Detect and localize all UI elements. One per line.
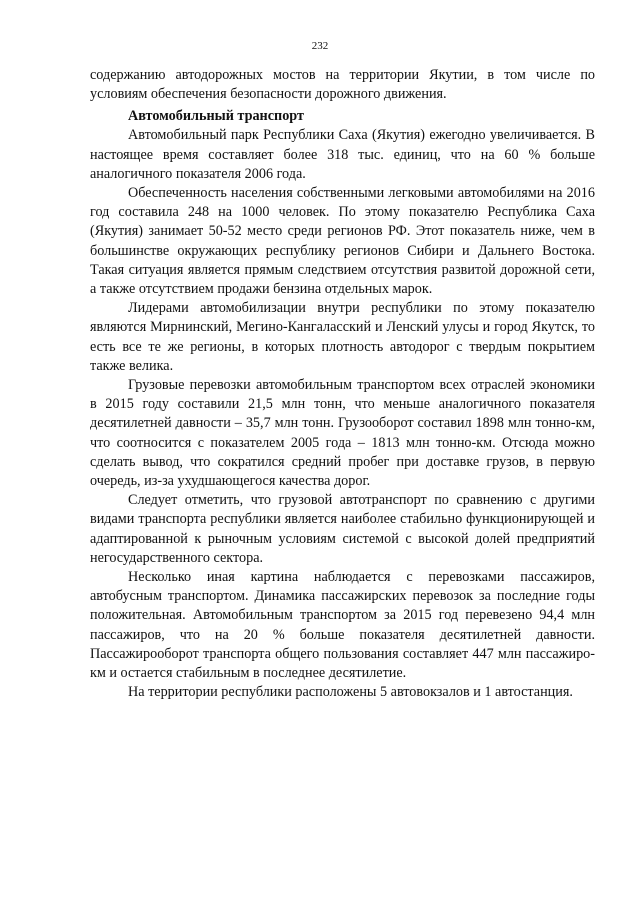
paragraph-bus-stations: На территории республики расположены 5 автовокзалов и 1 автостанция. <box>128 684 573 701</box>
paragraph-freight: Грузовые перевозки автомобильным транспортом всех отраслей экономики в 2015 году составили 21,5 млн тонн, что меньше аналогичного показателя десятилетней давности – 35,7 млн тонн. Грузооборот составил 1898 млн тонно-км, что соотносится с показателем 2005 года – 1813 млн тонно-км. Отсюда можно сделать вывод, что сократился средний пробег при доставке грузов, в первую очередь, из-за ухудшающегося качества дорог. <box>90 377 595 490</box>
paragraph-motorization-leaders: Лидерами автомобилизации внутри республики по этому показателю являются Мирнинский, Мегино-Кангаласский и Ленский улусы и город Якутск, то есть все те же регионы, в которых плотность автодорог с твердым покрытием также велика. <box>90 300 595 374</box>
page-number: 232 <box>311 40 329 52</box>
page-content <box>90 66 595 703</box>
paragraph-fleet: Автомобильный парк Республики Саха (Якутия) ежегодно увеличивается. В настоящее время составляет более 318 тыс. единиц, что на 60 % больше аналогичного показателя 2006 года. <box>90 127 595 182</box>
section-heading: Автомобильный транспорт <box>128 108 304 125</box>
paragraph-car-ownership: Обеспеченность населения собственными легковыми автомобилями на 2016 год составила 248 на 1000 человек. По этому показателю Республика Саха (Якутия) занимает 50-52 место среди регионов РФ. Этот показатель ниже, чем в большинстве окружающих республику регионов Сибири и Дальнего Востока. Такая ситуация является прямым следствием отсутствия развитой дорожной сети, а также отсутствием продажи бензина отдельных марок. <box>90 185 595 298</box>
paragraph-passengers: Несколько иная картина наблюдается с перевозками пассажиров, автобусным транспортом. Динамика пассажирских перевозок за последние годы положительная. Автомобильным транспортом за 2015 год перевезено 94,4 млн пассажиров, что на 20 % больше показателя десятилетней давности. Пассажирооборот транспорта общего пользования составляет 447 млн пассажиро-км и остается стабильным в последнее десятилетие. <box>90 569 595 682</box>
lead-paragraph: содержанию автодорожных мостов на территории Якутии, в том числе по условиям обеспечения безопасности дорожного движения. <box>90 67 595 103</box>
paragraph-freight-stability: Следует отметить, что грузовой автотранспорт по сравнению с другими видами транспорта республики является наиболее стабильно функционирующей и адаптированной к рыночным условиям системой с высокой долей предприятий негосударственного сектора. <box>90 492 595 566</box>
